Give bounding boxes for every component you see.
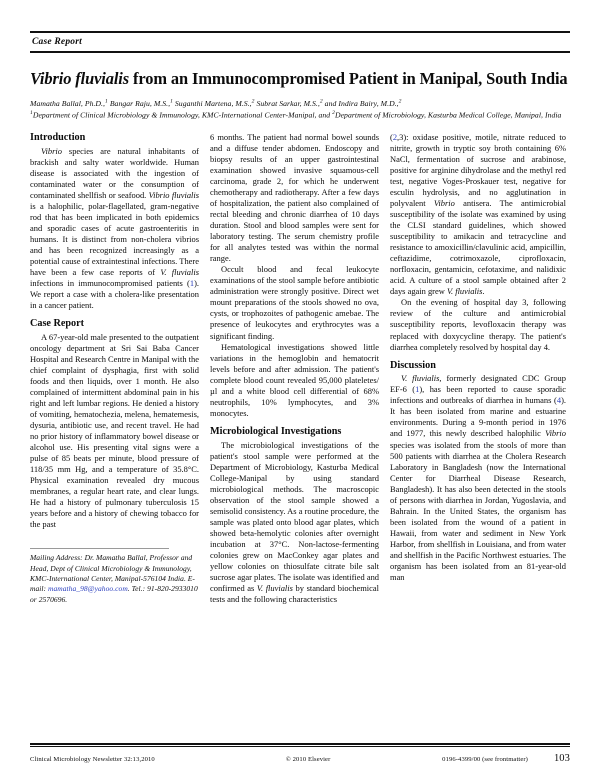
paragraph-occult-blood: Occult blood and fecal leukocyte examinations of the stool sample before antibiotic administration were strongly positive. Direct wet mount preparations of the stools showed no ova, cysts, or trophozoites of pathogenic amebae. The presence of leukocytes and erythrocytes was a significant finding.	[210, 264, 379, 341]
author-names: Mamatha Ballal, Ph.D.,$^1$ Bangar Raju, M.S.,$^1$ Suganthi Martena, M.S.,$^2$ Subrat Sarkar, M.S.,$^2$ and Indira Bairy, M.D.,$^2$	[30, 98, 402, 108]
running-head	[30, 31, 570, 53]
heading-microbiological-investigations: Microbiological Investigations	[210, 425, 342, 437]
citation-link[interactable]: 1	[415, 384, 420, 395]
author-list	[30, 97, 570, 121]
citation-link[interactable]: 1	[189, 278, 195, 289]
header-bottom-rule	[30, 51, 570, 53]
footer-copyright: © 2010 Elsevier	[285, 756, 331, 763]
paragraph-microbiology: The microbiological investigations of the patient's stool sample were performed at the Department of Microbiology, Kasturba Medical College-Manipal by using standard microbiological methods. The macroscopic observation of the stool sample showed a semisolid consistency. As a routine procedure, the sample was plated onto blood agar plates, which showed beta-hemolytic colonies after overnight incubation at 37°C. Non-lactose-fermenting colonies grew on MacConkey agar plates and yellow colonies on thiosulfate citrate bile salt sucrose agar plates. The isolate was identified and confirmed as V. fluvialis by standard biochemical tests and the following characteristics	[210, 439, 380, 604]
heading-introduction: Introduction	[30, 131, 86, 143]
footer-right-group	[381, 753, 570, 764]
footnote-text	[30, 553, 199, 605]
column-2	[210, 132, 379, 605]
paragraph-hematology: Hematological investigations showed little variations in the hemoglobin and hematocrit levels before and after admission. The patient's complete blood count revealed 95,000 plateletes/µl and a white blood cell differential of 68% neutrophils, 10% lymphocytes, and 3% monocytes.	[210, 341, 379, 418]
footer-top-rule	[30, 743, 570, 745]
footnote-rule	[30, 548, 169, 549]
title-rest: from an Immunocompromised Patient in Manipal, South India	[129, 69, 568, 88]
article-columns	[30, 132, 570, 605]
footer-row	[30, 753, 570, 764]
footnote-after-email: . Tel.: 91-820-2933010 or 2570696.	[30, 584, 198, 604]
footer-journal-citation: Clinical Microbiology Newsletter 32:13,2010	[30, 756, 155, 763]
citation-link[interactable]: 4	[556, 395, 562, 406]
footnote-before-email: Mailing Address: Dr. Mamatha Ballal, Professor and Head, Dept of Clinical Microbiology & Immunology, KMC-International Center, Manipal-576104 India. E-mail:	[30, 553, 195, 594]
footer-issn-code: 0196-4399/00 (see frontmatter)	[442, 756, 528, 763]
column-3	[390, 132, 566, 605]
page-title	[30, 69, 570, 88]
page-footer	[30, 743, 570, 765]
paragraph-case-continued: 6 months. The patient had normal bowel sounds and a diffuse tender abdomen. Endoscopy and biopsy results of an upper gastrointestinal examination showed invasive squamous-cell carcinoma, grade 2, for which he underwent chemotherapy and radiotherapy. After a few days of hospitalization, the patient also complained of rectal bleeding and chronic diarrhea of 10 days duration. Stool and blood samples were sent for laboratory testing. The serum chemistry profile for all analytes tested was within the normal range.	[210, 131, 379, 264]
paragraph-intro: Vibrio species are natural inhabitants of brackish and salty water worldwide. Human disease is associated with the ingestion of contaminated water or the consumption of contaminated shellfish or seafood. Vibrio fluvialis is a halophilic, polar-flagellated, gram-negative rod that has been implicated in both epidemics and sporadic cases of acute gastroenteritis in humans. It is distinct from non-cholera vibrios and has been recognized increasingly as a potential cause of extraintestinal infections. There have been a few case reports of V. fluvialis infections in immunocompromised patients (1). We report a case with a cholera-like presentation in a cancer patient.	[30, 145, 200, 311]
paragraph-case-report: A 67-year-old male presented to the outpatient oncology department at Sri Sai Baba Cancer Hospital and Research Centre in Manipal with the chief complaint of dysphagia, first with solid foods and then liquids, over 1 month. He also complained of intermittent abdominal pain in his right and left lumbar regions. He denied a history of vomiting, hematochezia, melena, hematemesis, dysuria, antibiotic use, and recent travel. He had no prior history of inflammatory bowel disease or alcohol use. His presenting vital signs were a pulse of 85 beats per minute, blood pressure of 118/35 mm Hg, and a temperature of 35.8°C. Physical examination revealed dry mucous membranes, a regular heart rate, and clear lungs. He had a history of pulmonary tuberculosis 15 years before and a history of chewing tobacco for the past	[30, 331, 199, 530]
heading-case-report: Case Report	[30, 318, 85, 330]
section-kicker: Case Report	[32, 37, 82, 47]
paragraph-discussion: V. fluvialis, formerly designated CDC Group EF-6 (1), has been reported to cause sporadic infections and outbreaks of diarrhea in humans (4). It has been isolated from marine and estuarine environments. During a 9-month period in 1976 and 1977, this newly described halophilic Vibrio species was isolated from the stools of more than 500 patients with diarrhea at the Cholera Research Laboratory in Bangladesh (now the International Center for Diarrheal Disease Research, Bangladesh). It has also been detected in the stools of persons with diarrhea in Jordan, Yugoslavia, and Bahrain. In the United States, the organism has been isolated from the wound of a patient in Hawaii, from water and sediment in New York Harbor, from shellfish in Louisiana, and from water and shellfish in the Pacific Northwest estuaries. The organism has been isolated from an 81-year-old man	[390, 373, 567, 582]
title-species: Vibrio fluvialis	[30, 69, 130, 88]
email-link[interactable]: mamatha_98@yahoo.com	[48, 584, 128, 594]
paragraph-biochemical: (2,3): oxidase positive, motile, nitrate reduced to nitrite, growth in tryptic soy broth containing 6% NaCl, fermentation of sucrose and arabinose, positive for arginine dihydrolase and the methyl red test, negative Voges-Proskauer test, negative for esculin hydrolysis, and no agglutination in polyvalent Vibrio antisera. The antimicrobial susceptibility of the isolate was examined by using the CLSI standard guidelines, which showed susceptibility to amikacin and tetracycline and resistance to amoxicillin/clavulinic acid, ampicillin, ceftazidime, cotrimoxazole, ciprofloxacin, norfloxacin, gentamicin, cefotaxime, and nalidixic acid. A culture of a stool sample obtained after 2 days again grew V. fluvialis.	[390, 131, 566, 297]
column-1	[30, 132, 199, 605]
citation-link[interactable]: 2	[392, 131, 398, 142]
author-affiliation: $^1$Department of Clinical Microbiology & Immunology, KMC-International Center-Manipal, and $^2$Department of Microbiology, Kasturba Medical College, Manipal, India	[30, 110, 562, 120]
mailing-address-footnote	[30, 548, 199, 605]
heading-discussion: Discussion	[390, 359, 436, 371]
paragraph-hospital-day-3: On the evening of hospital day 3, following review of the culture and antimicrobial susceptibility reports, levofloxacin therapy was replaced with doxycycline therapy. The patient's diarrhea completely resolved by hospital day 4.	[390, 297, 566, 352]
footer-bottom-rule	[30, 746, 570, 747]
footer-page-number: 103	[553, 753, 570, 764]
